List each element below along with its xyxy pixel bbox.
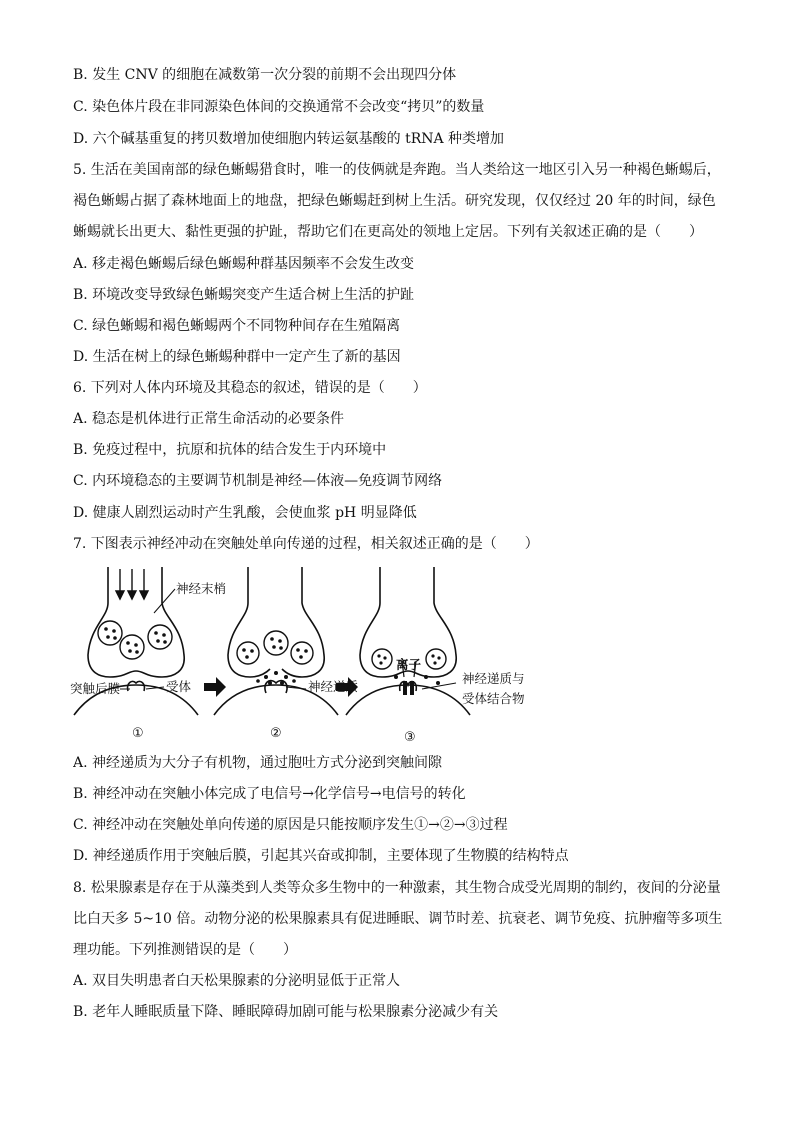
option-7b: B. 神经冲动在突触小体完成了电信号→化学信号→电信号的转化	[73, 786, 466, 802]
question-8-line2: 比白天多 5~10 倍。动物分泌的松果腺素具有促进睡眠、调节时差、抗衰老、调节免疫、抗肿瘤等多项生	[73, 911, 723, 927]
vesicles	[98, 621, 446, 669]
option-6b: B. 免疫过程中，抗原和抗体的结合发生于内环境中	[73, 442, 387, 458]
option-7d: D. 神经递质作用于突触后膜，引起其兴奋或抑制，主要体现了生物膜的结构特点	[73, 848, 569, 864]
question-8-line3: 理功能。下列推测错误的是（ ）	[73, 942, 297, 958]
label-receptor: 受体	[166, 679, 192, 694]
option-4b: B. 发生 CNV 的细胞在减数第一次分裂的前期不会出现四分体	[73, 67, 457, 83]
presynaptic-terminal-1	[88, 567, 184, 677]
option-4d: D. 六个碱基重复的拷贝数增加使细胞内转运氨基酸的 tRNA 种类增加	[73, 131, 505, 147]
option-4c: C. 染色体片段在非同源染色体间的交换通常不会改变“拷贝”的数量	[73, 99, 485, 115]
option-5c: C. 绿色蜥蜴和褐色蜥蜴两个不同物种间存在生殖隔离	[73, 318, 401, 334]
option-6c: C. 内环境稳态的主要调节机制是神经—体液—免疫调节网络	[73, 473, 443, 489]
option-5d: D. 生活在树上的绿色蜥蜴种群中一定产生了新的基因	[73, 349, 401, 365]
receptor-1	[128, 681, 145, 691]
option-6d: D. 健康人剧烈运动时产生乳酸，会使血浆 pH 明显降低	[73, 505, 417, 521]
panel-number-1: ①	[132, 726, 144, 741]
question-5-line3: 蜥蜴就长出更大、黏性更强的护趾，帮助它们在更高处的领地上定居。下列有关叙述正确的是（ ）	[73, 224, 703, 240]
question-8-line1: 8. 松果腺素是存在于从藻类到人类等众多生物中的一种激素，其生物合成受光周期的制约，夜间的分泌量	[73, 880, 721, 896]
impulse-arrows-icon	[116, 569, 148, 599]
label-postsynaptic: 突触后膜	[70, 681, 121, 696]
question-7: 7. 下图表示神经冲动在突触处单向传递的过程，相关叙述正确的是（ ）	[73, 536, 539, 552]
label-transmitter: 神经递质	[308, 679, 359, 694]
option-7c: C. 神经冲动在突触处单向传递的原因是只能按顺序发生①→②→③过程	[73, 817, 508, 833]
option-8a: A. 双目失明患者白天松果腺素的分泌明显低于正常人	[73, 973, 401, 989]
option-8b: B. 老年人睡眠质量下降、睡眠障碍加剧可能与松果腺素分泌减少有关	[73, 1004, 499, 1020]
panel-number-3: ③	[404, 730, 416, 745]
option-7a: A. 神经递质为大分子有机物，通过胞吐方式分泌到突触间隙	[73, 755, 443, 771]
question-5-line2: 褐色蜥蜴占据了森林地面上的地盘，把绿色蜥蜴赶到树上生活。研究发现，仅仅经过 20 年的时间，绿色	[73, 193, 716, 209]
postsynaptic-membrane-3	[346, 685, 470, 715]
synapse-figure	[70, 565, 540, 745]
label-ion: 离子	[396, 657, 422, 672]
arrow-right-icon-1	[204, 677, 226, 697]
label-complex-line2: 受体结合物	[462, 691, 525, 706]
option-5a: A. 移走褐色蜥蜴后绿色蜥蜴种群基因频率不会发生改变	[73, 256, 415, 272]
question-6: 6. 下列对人体内环境及其稳态的叙述，错误的是（ ）	[73, 380, 427, 396]
option-6a: A. 稳态是机体进行正常生命活动的必要条件	[73, 411, 345, 427]
label-nerve-ending: 神经末梢	[176, 581, 227, 596]
question-5-line1: 5. 生活在美国南部的绿色蜥蜴猎食时，唯一的伎俩就是奔跑。当人类给这一地区引入另一种褐色蜥蜴后，	[73, 162, 721, 178]
label-complex-line1: 神经递质与	[462, 671, 525, 686]
panel-number-2: ②	[270, 726, 282, 741]
option-5b: B. 环境改变导致绿色蜥蜴突变产生适合树上生活的护趾	[73, 287, 415, 303]
